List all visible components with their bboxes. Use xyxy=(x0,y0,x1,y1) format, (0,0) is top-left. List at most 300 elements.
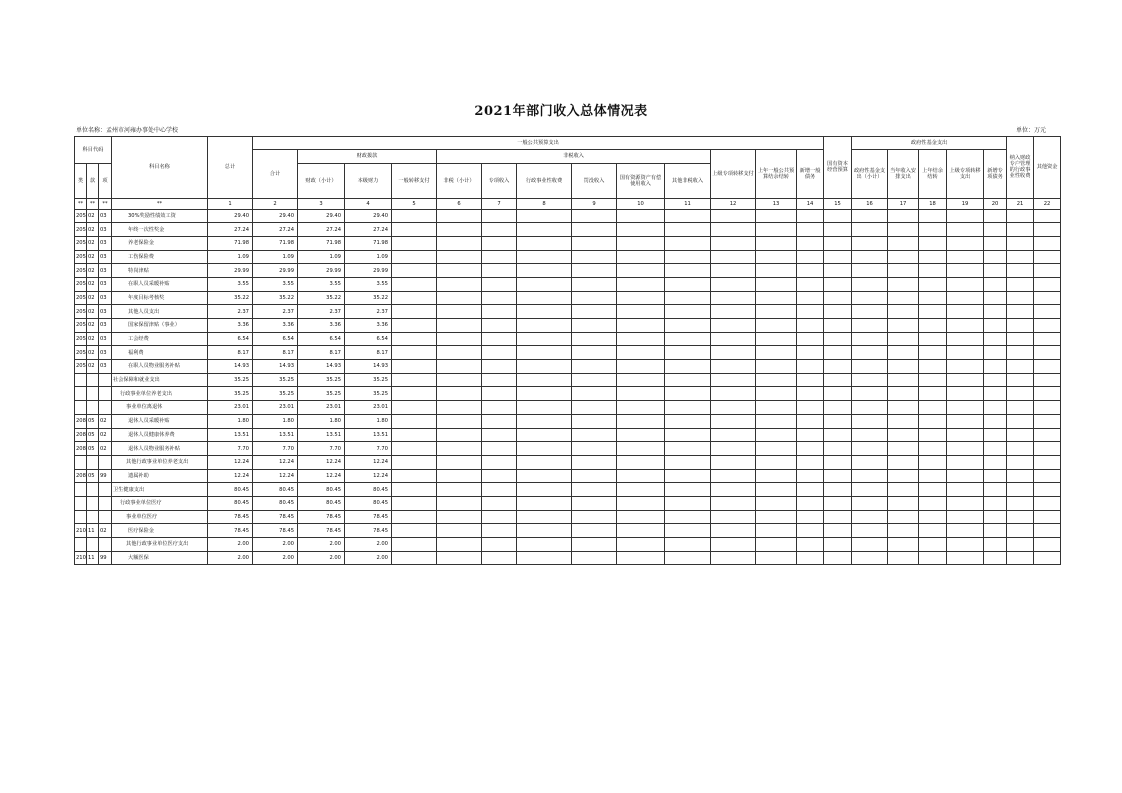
empty-cell xyxy=(1007,209,1034,223)
empty-cell xyxy=(517,510,572,524)
empty-cell xyxy=(1034,428,1061,442)
cell-total: 23.01 xyxy=(208,401,253,415)
empty-cell xyxy=(482,524,517,538)
cell-fiscal: 78.45 xyxy=(298,510,345,524)
column-number-cell: 21 xyxy=(1007,198,1034,209)
cell-xiang: 03 xyxy=(99,236,112,250)
empty-cell xyxy=(437,496,482,510)
empty-cell xyxy=(1007,332,1034,346)
cell-name: 行政事业单位医疗 xyxy=(112,496,208,510)
empty-cell xyxy=(517,387,572,401)
column-number-cell: 22 xyxy=(1034,198,1061,209)
empty-cell xyxy=(665,455,711,469)
empty-cell xyxy=(888,346,919,360)
cell-kuan xyxy=(87,455,99,469)
empty-cell xyxy=(947,496,984,510)
nontax-subtotal-header: 非税（小计） xyxy=(437,163,482,198)
cell-total: 12.24 xyxy=(208,455,253,469)
header-row-1 xyxy=(75,137,1061,150)
empty-cell xyxy=(617,442,665,456)
empty-cell xyxy=(919,401,947,415)
empty-cell xyxy=(517,551,572,565)
empty-cell xyxy=(617,250,665,264)
empty-cell xyxy=(919,223,947,237)
cell-own: 14.93 xyxy=(345,360,392,374)
cell-name: 大额医保 xyxy=(112,551,208,565)
empty-cell xyxy=(797,524,824,538)
empty-cell xyxy=(797,360,824,374)
empty-cell xyxy=(711,250,756,264)
empty-cell xyxy=(665,360,711,374)
empty-cell xyxy=(756,264,797,278)
table-row xyxy=(75,469,1061,483)
empty-cell xyxy=(482,414,517,428)
cell-kuan: 02 xyxy=(87,332,99,346)
table-row xyxy=(75,250,1061,264)
empty-cell xyxy=(482,360,517,374)
empty-cell xyxy=(852,373,888,387)
empty-cell xyxy=(517,414,572,428)
empty-cell xyxy=(888,319,919,333)
cell-lei xyxy=(75,387,87,401)
cell-xiang: 03 xyxy=(99,264,112,278)
empty-cell xyxy=(756,524,797,538)
cell-total: 8.17 xyxy=(208,346,253,360)
empty-cell xyxy=(888,483,919,497)
table-row xyxy=(75,551,1061,565)
empty-cell xyxy=(711,346,756,360)
empty-cell xyxy=(888,360,919,374)
cell-lei: 205 xyxy=(75,346,87,360)
empty-cell xyxy=(756,209,797,223)
cell-lei: 210 xyxy=(75,551,87,565)
empty-cell xyxy=(756,332,797,346)
empty-cell xyxy=(665,442,711,456)
cell-own: 8.17 xyxy=(345,346,392,360)
cell-kuan xyxy=(87,373,99,387)
empty-cell xyxy=(824,428,852,442)
table-row xyxy=(75,332,1061,346)
cell-xiang: 03 xyxy=(99,277,112,291)
empty-cell xyxy=(919,305,947,319)
empty-cell xyxy=(888,305,919,319)
empty-cell xyxy=(888,209,919,223)
cell-own: 7.70 xyxy=(345,442,392,456)
cell-xiang xyxy=(99,455,112,469)
empty-cell xyxy=(919,387,947,401)
cell-own: 3.55 xyxy=(345,277,392,291)
cell-subtotal: 29.40 xyxy=(253,209,298,223)
empty-cell xyxy=(617,414,665,428)
empty-cell xyxy=(947,236,984,250)
cell-total: 2.00 xyxy=(208,551,253,565)
empty-cell xyxy=(572,223,617,237)
empty-cell xyxy=(756,277,797,291)
empty-cell xyxy=(437,401,482,415)
table-row xyxy=(75,264,1061,278)
cell-name: 国家保留津贴（事业） xyxy=(112,319,208,333)
empty-cell xyxy=(482,332,517,346)
empty-cell xyxy=(572,538,617,552)
empty-cell xyxy=(852,319,888,333)
empty-cell xyxy=(888,469,919,483)
empty-cell xyxy=(824,401,852,415)
empty-cell xyxy=(711,360,756,374)
empty-cell xyxy=(984,332,1007,346)
cell-subtotal: 35.22 xyxy=(253,291,298,305)
empty-cell xyxy=(665,250,711,264)
column-number-cell: 6 xyxy=(437,198,482,209)
cell-xiang xyxy=(99,387,112,401)
empty-cell xyxy=(888,510,919,524)
cell-own: 1.80 xyxy=(345,414,392,428)
table-row xyxy=(75,319,1061,333)
cell-own: 2.00 xyxy=(345,538,392,552)
empty-cell xyxy=(919,209,947,223)
table-row xyxy=(75,277,1061,291)
empty-cell xyxy=(797,414,824,428)
empty-cell xyxy=(888,414,919,428)
empty-cell xyxy=(437,291,482,305)
empty-cell xyxy=(711,414,756,428)
empty-cell xyxy=(756,455,797,469)
empty-cell xyxy=(919,510,947,524)
empty-cell xyxy=(852,209,888,223)
table-row xyxy=(75,483,1061,497)
empty-cell xyxy=(665,428,711,442)
empty-cell xyxy=(824,551,852,565)
empty-cell xyxy=(1034,360,1061,374)
empty-cell xyxy=(984,551,1007,565)
empty-cell xyxy=(756,538,797,552)
cell-lei xyxy=(75,510,87,524)
empty-cell xyxy=(1034,524,1061,538)
cell-lei: 210 xyxy=(75,524,87,538)
table-row xyxy=(75,346,1061,360)
cell-own: 13.51 xyxy=(345,428,392,442)
empty-cell xyxy=(482,442,517,456)
empty-cell xyxy=(852,223,888,237)
cell-subtotal: 3.36 xyxy=(253,319,298,333)
cell-lei: 205 xyxy=(75,264,87,278)
empty-cell xyxy=(437,524,482,538)
cell-fiscal: 12.24 xyxy=(298,469,345,483)
empty-cell xyxy=(919,250,947,264)
empty-cell xyxy=(572,469,617,483)
empty-cell xyxy=(1034,387,1061,401)
empty-cell xyxy=(482,291,517,305)
cell-fiscal: 3.36 xyxy=(298,319,345,333)
empty-cell xyxy=(852,551,888,565)
cell-fiscal: 8.17 xyxy=(298,346,345,360)
empty-cell xyxy=(824,496,852,510)
empty-cell xyxy=(437,250,482,264)
empty-cell xyxy=(824,455,852,469)
empty-cell xyxy=(437,264,482,278)
empty-cell xyxy=(437,442,482,456)
cell-name: 其他行政事业单位养老支出 xyxy=(112,455,208,469)
empty-cell xyxy=(392,305,437,319)
empty-cell xyxy=(517,483,572,497)
cell-kuan: 02 xyxy=(87,250,99,264)
empty-cell xyxy=(797,455,824,469)
empty-cell xyxy=(1034,483,1061,497)
empty-cell xyxy=(482,319,517,333)
empty-cell xyxy=(437,455,482,469)
empty-cell xyxy=(572,510,617,524)
empty-cell xyxy=(1034,442,1061,456)
empty-cell xyxy=(617,524,665,538)
cell-subtotal: 78.45 xyxy=(253,510,298,524)
empty-cell xyxy=(1007,401,1034,415)
empty-cell xyxy=(984,360,1007,374)
empty-cell xyxy=(888,223,919,237)
column-number-cell: 18 xyxy=(919,198,947,209)
empty-cell xyxy=(888,455,919,469)
cell-name: 卫生健康支出 xyxy=(112,483,208,497)
empty-cell xyxy=(617,264,665,278)
cell-fiscal: 27.24 xyxy=(298,223,345,237)
cell-fiscal: 35.25 xyxy=(298,373,345,387)
empty-cell xyxy=(797,551,824,565)
empty-cell xyxy=(824,209,852,223)
empty-cell xyxy=(1034,401,1061,415)
empty-cell xyxy=(711,332,756,346)
empty-cell xyxy=(711,469,756,483)
empty-cell xyxy=(665,414,711,428)
table-row xyxy=(75,305,1061,319)
empty-cell xyxy=(665,332,711,346)
cell-total: 80.45 xyxy=(208,496,253,510)
empty-cell xyxy=(984,483,1007,497)
column-number-cell: 9 xyxy=(572,198,617,209)
empty-cell xyxy=(1007,428,1034,442)
empty-cell xyxy=(824,250,852,264)
cell-lei: 208 xyxy=(75,414,87,428)
empty-cell xyxy=(947,291,984,305)
empty-cell xyxy=(482,250,517,264)
empty-cell xyxy=(919,524,947,538)
empty-cell xyxy=(852,277,888,291)
cell-name: 退休人员健康休养费 xyxy=(112,428,208,442)
empty-cell xyxy=(947,510,984,524)
cell-name: 事业单位医疗 xyxy=(112,510,208,524)
empty-cell xyxy=(437,236,482,250)
empty-cell xyxy=(1034,510,1061,524)
empty-cell xyxy=(1007,264,1034,278)
empty-cell xyxy=(797,469,824,483)
empty-cell xyxy=(617,469,665,483)
cell-kuan xyxy=(87,496,99,510)
cell-xiang: 02 xyxy=(99,414,112,428)
cell-xiang xyxy=(99,538,112,552)
empty-cell xyxy=(482,483,517,497)
empty-cell xyxy=(919,346,947,360)
empty-cell xyxy=(665,319,711,333)
cell-name: 其他行政事业单位医疗支出 xyxy=(112,538,208,552)
empty-cell xyxy=(919,332,947,346)
empty-cell xyxy=(572,250,617,264)
cell-name: 医疗保险金 xyxy=(112,524,208,538)
state-assets-header: 国有资源资产有偿使用收入 xyxy=(617,163,665,198)
empty-cell xyxy=(711,428,756,442)
empty-cell xyxy=(797,483,824,497)
empty-cell xyxy=(572,455,617,469)
empty-cell xyxy=(947,264,984,278)
empty-cell xyxy=(947,455,984,469)
empty-cell xyxy=(1007,250,1034,264)
empty-cell xyxy=(437,387,482,401)
empty-cell xyxy=(797,538,824,552)
cell-kuan: 02 xyxy=(87,360,99,374)
empty-cell xyxy=(852,305,888,319)
empty-cell xyxy=(665,209,711,223)
cell-total: 78.45 xyxy=(208,524,253,538)
empty-cell xyxy=(1007,277,1034,291)
empty-cell xyxy=(947,360,984,374)
empty-cell xyxy=(797,496,824,510)
empty-cell xyxy=(617,223,665,237)
empty-cell xyxy=(947,428,984,442)
empty-cell xyxy=(919,264,947,278)
empty-cell xyxy=(852,455,888,469)
cell-subtotal: 23.01 xyxy=(253,401,298,415)
empty-cell xyxy=(392,209,437,223)
empty-cell xyxy=(824,469,852,483)
empty-cell xyxy=(572,264,617,278)
cell-own: 35.25 xyxy=(345,387,392,401)
empty-cell xyxy=(665,291,711,305)
empty-cell xyxy=(824,442,852,456)
cell-subtotal: 2.00 xyxy=(253,538,298,552)
empty-cell xyxy=(756,387,797,401)
cell-own: 80.45 xyxy=(345,483,392,497)
empty-cell xyxy=(517,538,572,552)
empty-cell xyxy=(919,319,947,333)
empty-cell xyxy=(852,524,888,538)
empty-cell xyxy=(517,250,572,264)
column-number-row xyxy=(75,198,1061,209)
empty-cell xyxy=(797,209,824,223)
column-number-cell: ** xyxy=(112,198,208,209)
empty-cell xyxy=(852,250,888,264)
cell-own: 29.40 xyxy=(345,209,392,223)
cell-subtotal: 35.25 xyxy=(253,387,298,401)
cell-subtotal: 2.00 xyxy=(253,551,298,565)
empty-cell xyxy=(756,373,797,387)
empty-cell xyxy=(617,346,665,360)
column-number-cell: 4 xyxy=(345,198,392,209)
empty-cell xyxy=(617,510,665,524)
empty-cell xyxy=(919,496,947,510)
empty-cell xyxy=(756,442,797,456)
empty-cell xyxy=(392,291,437,305)
cell-subtotal: 13.51 xyxy=(253,428,298,442)
empty-cell xyxy=(617,291,665,305)
cell-xiang: 02 xyxy=(99,428,112,442)
empty-cell xyxy=(392,455,437,469)
empty-cell xyxy=(852,538,888,552)
empty-cell xyxy=(888,428,919,442)
empty-cell xyxy=(517,360,572,374)
empty-cell xyxy=(665,551,711,565)
subject-name-header: 科目名称 xyxy=(112,137,208,199)
cell-lei xyxy=(75,455,87,469)
cell-xiang xyxy=(99,483,112,497)
empty-cell xyxy=(711,524,756,538)
empty-cell xyxy=(392,332,437,346)
empty-cell xyxy=(437,277,482,291)
empty-cell xyxy=(824,373,852,387)
empty-cell xyxy=(392,442,437,456)
empty-cell xyxy=(1034,319,1061,333)
empty-cell xyxy=(756,428,797,442)
column-number-cell: ** xyxy=(75,198,87,209)
cell-name: 特岗津贴 xyxy=(112,264,208,278)
cell-fiscal: 80.45 xyxy=(298,483,345,497)
cell-subtotal: 3.55 xyxy=(253,277,298,291)
empty-cell xyxy=(437,360,482,374)
empty-cell xyxy=(437,483,482,497)
cell-lei: 205 xyxy=(75,236,87,250)
empty-cell xyxy=(947,387,984,401)
cell-xiang: 03 xyxy=(99,209,112,223)
other-nontax-header: 其他非税收入 xyxy=(665,163,711,198)
empty-cell xyxy=(392,360,437,374)
empty-cell xyxy=(437,510,482,524)
table-row xyxy=(75,524,1061,538)
empty-cell xyxy=(1007,414,1034,428)
empty-cell xyxy=(756,223,797,237)
empty-cell xyxy=(665,469,711,483)
empty-cell xyxy=(797,332,824,346)
empty-cell xyxy=(797,428,824,442)
cell-xiang: 02 xyxy=(99,524,112,538)
empty-cell xyxy=(517,524,572,538)
cell-subtotal: 71.98 xyxy=(253,236,298,250)
empty-cell xyxy=(984,319,1007,333)
cell-name: 福利费 xyxy=(112,346,208,360)
cell-name: 社会保障和就业支出 xyxy=(112,373,208,387)
empty-cell xyxy=(392,319,437,333)
empty-cell xyxy=(756,551,797,565)
cell-fiscal: 29.99 xyxy=(298,264,345,278)
empty-cell xyxy=(852,496,888,510)
empty-cell xyxy=(824,538,852,552)
empty-cell xyxy=(1007,360,1034,374)
empty-cell xyxy=(824,236,852,250)
empty-cell xyxy=(919,469,947,483)
empty-cell xyxy=(711,510,756,524)
income-summary-table xyxy=(74,136,1061,565)
general-transfer-header: 一般转移支付 xyxy=(392,163,437,198)
cell-name: 养老保险金 xyxy=(112,236,208,250)
cell-kuan xyxy=(87,483,99,497)
cell-subtotal: 27.24 xyxy=(253,223,298,237)
cell-fiscal: 35.22 xyxy=(298,291,345,305)
empty-cell xyxy=(482,223,517,237)
empty-cell xyxy=(711,401,756,415)
current-year-arrange-header: 当年收入安排支出 xyxy=(888,150,919,199)
cell-name: 其他人员支出 xyxy=(112,305,208,319)
table-body xyxy=(75,209,1061,565)
cell-kuan: 02 xyxy=(87,319,99,333)
column-number-cell: 19 xyxy=(947,198,984,209)
empty-cell xyxy=(984,264,1007,278)
empty-cell xyxy=(482,510,517,524)
empty-cell xyxy=(852,414,888,428)
cell-own: 71.98 xyxy=(345,236,392,250)
